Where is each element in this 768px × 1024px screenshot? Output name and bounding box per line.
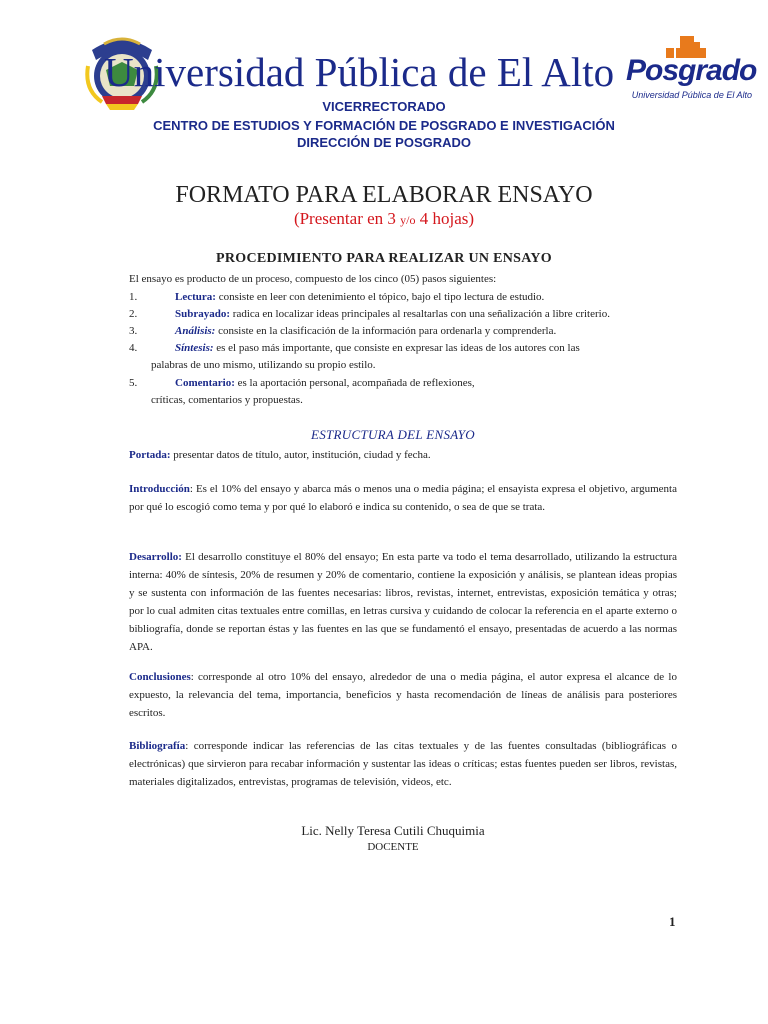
subtitle-pre: (Presentar en 3 [293,209,401,228]
step-text: consiste en leer con detenimiento el tópico, bajo el tipo lectura de estudio. [215,291,545,303]
section-text: presentar datos de título, autor, institución, ciudad y fecha. [170,449,431,461]
posgrado-logo [626,34,757,108]
header-centro: CENTRO DE ESTUDIOS Y FORMACIÓN DE POSGRADO E INVESTIGACIÓN [153,118,615,133]
step-label: Análisis: [175,325,216,337]
step-number: 3. [129,325,138,337]
step-text: radica en localizar ideas principales al resaltarlas con una señalización a libre criterio. [230,308,610,320]
signature-name: Lic. Nelly Teresa Cutili Chuquimia [301,823,485,838]
procedure-title: PROCEDIMIENTO PARA REALIZAR UN ENSAYO [216,251,552,266]
section-label: Bibliografía [129,740,186,752]
page-number: 1 [669,914,676,929]
step-number: 2. [129,308,138,320]
step-text: es la aportación personal, acompañada de reflexiones, [234,377,475,389]
step-text: es el paso más importante, que consiste en expresar las ideas de los autores con las [213,342,580,354]
section-conclusiones [129,668,677,722]
section-text: : corresponde al otro 10% del ensayo, alrededor de una o media página, el autor expresa el alcance de lo expuesto, la relevancia del tema, importancia, beneficios y hasta recomendación de líneas de análisis para posteriores escritos. [129,671,677,719]
step-label: Subrayado: [175,308,231,320]
section-desarrollo [129,548,677,656]
section-label: Portada: [129,449,171,461]
subtitle-small: y/o [400,213,416,227]
section-label: Desarrollo: [129,551,182,563]
posgrado-logo-word: Posgrado [626,54,757,87]
section-text: : Es el 10% del ensayo y abarca más o menos una o media página; el ensayista expresa el objetivo, argumenta por qué lo escogió como tema y por qué lo elaboró e indica su contenido, o sea de que se trata. [129,483,677,513]
document-title: FORMATO PARA ELABORAR ENSAYO [175,182,593,208]
signature-role: DOCENTE [367,841,419,853]
header-direccion: DIRECCIÓN DE POSGRADO [296,135,472,150]
procedure-intro: El ensayo es producto de un proceso, compuesto de los cinco (05) pasos siguientes: [129,273,497,285]
section-label: Introducción [129,483,190,495]
step-number: 1. [129,291,138,303]
header-vicerrectorado: VICERRECTORADO [322,99,446,114]
step-label: Síntesis: [175,342,214,354]
section-label: Conclusiones [129,671,191,683]
document-subtitle [0,208,768,231]
step-number: 5. [129,377,138,389]
posgrado-logo-subtitle: Universidad Pública de El Alto [631,90,752,100]
structure-title: ESTRUCTURA DEL ENSAYO [310,427,475,442]
step-text: consiste en la clasificación de la información para ordenarla y comprenderla. [215,325,557,337]
step-continuation: palabras de uno mismo, utilizando su propio estilo. [151,359,376,371]
section-introduccion [129,480,677,516]
section-bibliografia [129,737,677,791]
university-title: Universidad Pública de El Alto [104,49,615,95]
step-label: Lectura: [175,291,216,303]
subtitle-post: 4 hojas) [415,209,475,228]
step-number: 4. [129,342,138,354]
step-label: Comentario: [175,377,235,389]
section-text: El desarrollo constituye el 80% del ensayo; En esta parte va todo el tema desarrollado, utilizando la estructura interna: 40% de síntesis, 20% de resumen y 20% de comentario, contiene la exposición y análisis, se plantean ideas propias y se sustenta con información de las fuentes necesarias: libros, revistas, internet, entrevistas, exposición temática y otras; por lo cual admiten citas textuales entre comillas, en letras cursiva y cuidando de colocar la referencia en el aparte externo o bibliografía, donde se reportan éstas y las fuentes en las que se fundamentó el ensayo, presentadas de acuerdo a las normas APA. [129,551,677,653]
step-continuation: críticas, comentarios y propuestas. [151,394,303,406]
section-text: : corresponde indicar las referencias de las citas textuales y de las fuentes consultadas (bibliográficas o electrónicas) que sirvieron para recabar información y sustentar las ideas o críticas; estas fuentes pueden ser libros, revistas, materiales digitalizados, entrevistas, programas de televisión, videos, etc. [129,740,677,788]
section-portada [129,446,677,464]
